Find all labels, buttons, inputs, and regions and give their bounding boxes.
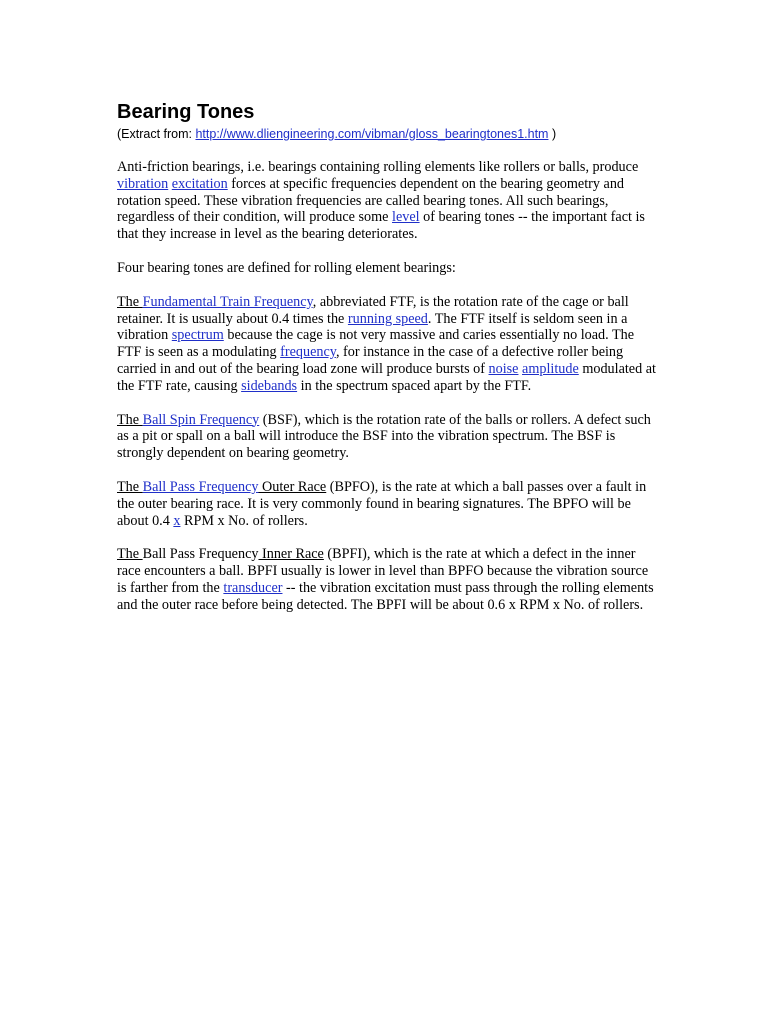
text: , abbreviated FTF, is the rotation rate of the cage or ball retainer. It is usually about 0.4 times the (117, 293, 629, 327)
link-ball-pass-frequency[interactable]: Ball Pass Frequency (142, 478, 259, 495)
link-excitation[interactable]: excitation (171, 175, 228, 192)
text: RPM x No. of rollers. (180, 512, 308, 529)
link-amplitude[interactable]: amplitude (522, 360, 579, 377)
text: Outer Race (258, 478, 327, 495)
link-spectrum[interactable]: spectrum (171, 327, 224, 344)
text: (BSF), which is the rotation rate of the balls or rollers. A defect such as a pit or spall on a ball will introduce the BSF into the vibration spectrum. The BSF is strongly dependent on bearing geometry. (117, 411, 651, 462)
paragraph-four-tones: Four bearing tones are defined for rolling element bearings: (117, 259, 456, 276)
text: forces at specific frequencies dependent on the bearing geometry and rotation speed. These vibration frequencies are called bearing tones. All such bearings, regardless of their condition, will produce some (117, 175, 625, 226)
link-x[interactable]: x (173, 512, 181, 529)
paragraph-bsf (117, 412, 658, 462)
link-transducer[interactable]: transducer (223, 579, 283, 596)
extract-source-line (117, 126, 658, 142)
paragraph-bpfo (117, 479, 658, 529)
text: in the spectrum spaced apart by the FTF. (297, 377, 532, 394)
text: The (117, 411, 143, 428)
text: Inner Race (258, 546, 324, 563)
link-running-speed[interactable]: running speed (347, 310, 428, 327)
link-fundamental-train-frequency[interactable]: Fundamental Train Frequency (142, 293, 313, 310)
link-ball-spin-frequency[interactable]: Ball Spin Frequency (142, 411, 260, 428)
source-url-link[interactable]: http://www.dliengineering.com/vibman/gloss_bearingtones1.htm (195, 127, 549, 141)
extract-suffix: ) (548, 127, 557, 141)
text: Anti-friction bearings, i.e. bearings containing rolling elements like rollers or balls, produce (117, 159, 639, 175)
text: Ball Pass Frequency (142, 546, 259, 563)
paragraph-bpfi (117, 546, 658, 613)
text: -- the vibration excitation must pass through the rolling elements and the outer race before being detected. The BPFI will be about 0.6 x RPM x No. of rollers. (117, 579, 654, 613)
text: The (117, 478, 143, 495)
paragraph-ftf (117, 294, 658, 395)
text: modulated at the FTF rate, causing (117, 360, 656, 394)
link-vibration[interactable]: vibration (117, 175, 169, 192)
text: of bearing tones -- the important fact is that they increase in level as the bearing deteriorates. (117, 209, 645, 243)
page-title: Bearing Tones (117, 101, 255, 123)
text: The (117, 546, 143, 563)
text: . The FTF itself is seldom seen in a vibration (117, 310, 628, 344)
paragraph-intro (117, 159, 658, 243)
text: The (117, 293, 143, 310)
link-level[interactable]: level (392, 209, 420, 226)
text: (BPFI), which is the rate at which a defect in the inner race encounters a ball. BPFI usually is lower in level than BPFO because the vibration source is farther from the (117, 546, 649, 596)
link-frequency[interactable]: frequency (280, 344, 336, 361)
text: because the cage is not very massive and caries essentially no load. The FTF is seen as a modulating (117, 327, 635, 361)
link-noise[interactable]: noise (488, 360, 519, 377)
link-sidebands[interactable]: sidebands (241, 377, 298, 394)
text: (BPFO), is the rate at which a ball passes over a fault in the outer bearing race. It is very commonly found in bearing signatures. The BPFO will be about 0.4 (117, 478, 647, 529)
text: , for instance in the case of a defective roller being carried in and out of the bearing load zone will produce bursts of (117, 344, 624, 377)
extract-prefix: (Extract from: (117, 127, 196, 141)
